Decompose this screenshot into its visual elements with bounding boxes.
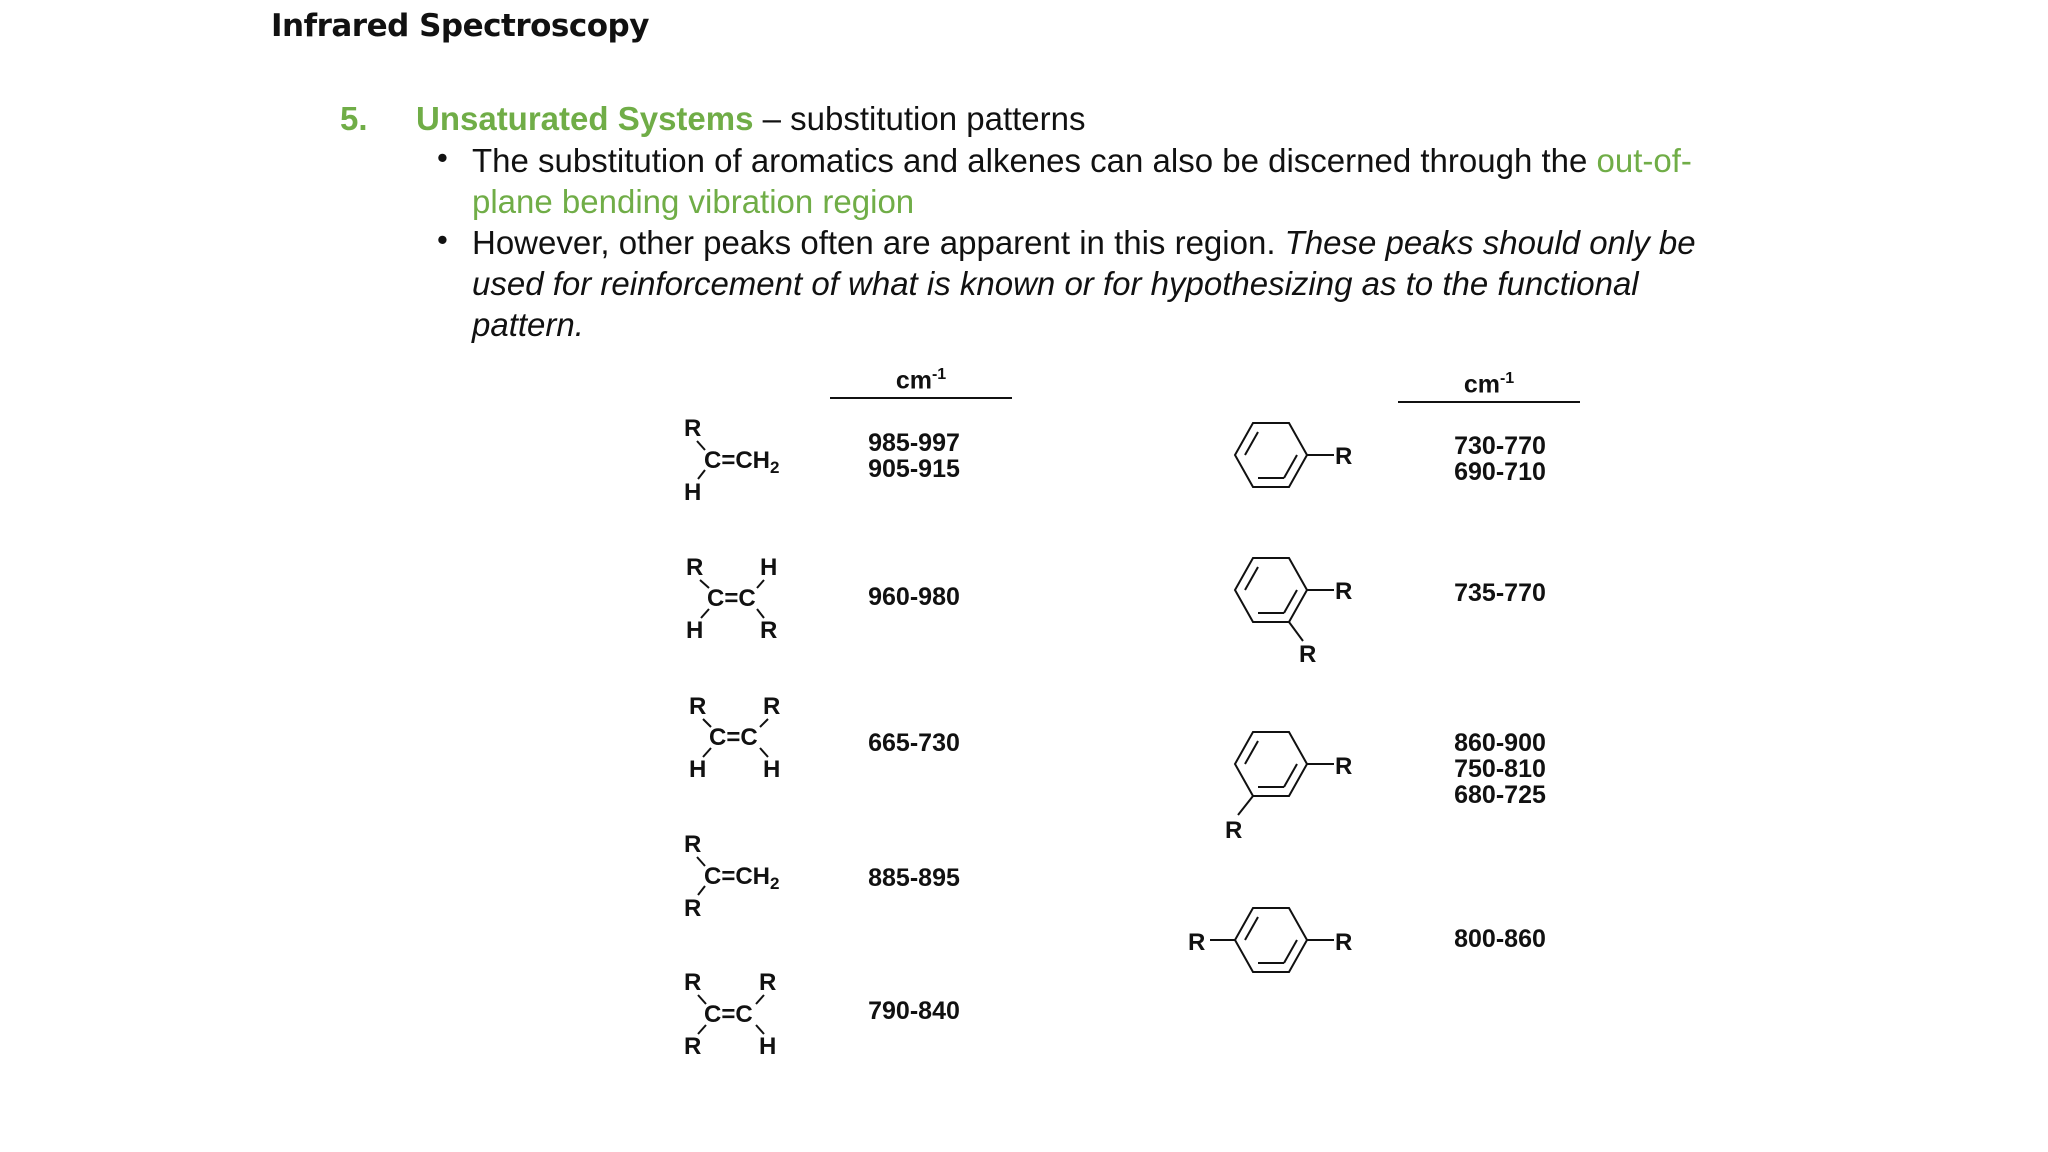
alkene-3-value-1: 665-730	[868, 729, 960, 757]
alkene-4-R-top: R	[684, 831, 702, 858]
alkene-2-H-bottom: H	[686, 617, 704, 644]
aromatic-4-R-left: R	[1188, 929, 1206, 956]
ring-3-substituent-bond-2	[1238, 796, 1253, 815]
aromatic-2-value-1: 735-770	[1454, 579, 1546, 607]
ring-2-substituent-bond-2	[1289, 622, 1303, 641]
alkene-5-H-bottom-right: H	[759, 1033, 777, 1060]
alkene-5-structure	[684, 969, 776, 1060]
unit-label: cm	[1463, 370, 1500, 399]
alkene-5-bond-1	[698, 995, 706, 1004]
bullet-1-plain: The substitution of aromatics and alkenes can also be discerned through the	[472, 142, 1597, 179]
bullet-1-highlight: out-of-plane bending vibration region	[472, 142, 1692, 220]
unit-exponent: -1	[931, 366, 947, 383]
alkene-3-bond-2	[760, 719, 768, 727]
alkene-4-value-1: 885-895	[868, 864, 960, 892]
aromatic-1-R: R	[1335, 443, 1353, 470]
aromatic-4-structure	[1188, 908, 1352, 972]
alkene-5-R-top-right: R	[759, 969, 777, 996]
aromatic-2-R-bottom: R	[1299, 641, 1317, 668]
alkene-2-bond-2	[757, 580, 764, 588]
alkene-2-H-top: H	[760, 554, 778, 581]
aromatic-2-R-right: R	[1335, 578, 1353, 605]
aromatic-2-structure	[1235, 558, 1352, 668]
bullet-2-plain: However, other peaks often are apparent in this region.	[472, 224, 1285, 261]
alkene-3-H-bottom-right: H	[763, 756, 781, 783]
alkene-2-bond-1	[700, 580, 709, 588]
bullet-marker-2: •	[437, 222, 448, 257]
alkene-5-bond-3	[698, 1025, 706, 1034]
alkene-3-bond-3	[703, 748, 711, 757]
alkene-5-R-top-left: R	[684, 969, 702, 996]
aromatic-4-R-right: R	[1335, 929, 1353, 956]
aromatic-3-R-bottom: R	[1225, 817, 1243, 844]
alkene-1-H: H	[684, 479, 702, 506]
aromatic-1-value-2: 690-710	[1454, 458, 1546, 486]
bullet-2-italic: These peaks should only be used for reinforcement of what is known or for hypothesizing as to the functional pattern.	[472, 224, 1696, 343]
alkene-3-structure	[689, 693, 780, 783]
alkene-4-structure	[684, 831, 779, 922]
section-title-rest: – substitution patterns	[753, 100, 1086, 137]
alkene-3-H-bottom-left: H	[689, 756, 707, 783]
alkene-1-R: R	[684, 415, 702, 442]
alkene-1-structure	[684, 415, 779, 506]
aromatic-3-value-3: 680-725	[1454, 781, 1546, 809]
alkene-2-value-1: 960-980	[868, 583, 960, 611]
alkene-4-CCH2: $C=CH_2$	[704, 863, 780, 893]
alkene-2-R-top: R	[686, 554, 704, 581]
aromatic-3-R-right: R	[1335, 753, 1353, 780]
unit-exponent: -1	[1499, 370, 1515, 387]
alkene-4-R-bottom: R	[684, 895, 702, 922]
aromatic-1-structure	[1235, 423, 1352, 487]
aromatic-3-structure	[1225, 732, 1352, 844]
alkene-2-structure	[686, 554, 777, 644]
alkene-1-value-2: 905-915	[868, 455, 960, 483]
slide-title: Infrared Spectroscopy	[271, 8, 649, 44]
alkene-2-R-bottom: R	[760, 617, 778, 644]
aromatic-3-value-1: 860-900	[1454, 729, 1546, 757]
alkene-3-R-top-left: R	[689, 693, 707, 720]
bullet-marker-1: •	[437, 140, 448, 175]
alkene-1-value-1: 985-997	[868, 429, 960, 457]
alkene-1-CCH2: $C=CH_2$	[704, 447, 780, 477]
alkene-5-value-1: 790-840	[868, 997, 960, 1025]
aromatic-1-value-1: 730-770	[1454, 432, 1546, 460]
alkene-5-bond-2	[756, 995, 764, 1004]
unit-label: cm	[895, 366, 932, 395]
alkene-2-bond-3	[701, 609, 709, 618]
alkene-3-CC: C=C	[709, 724, 758, 751]
aromatic-3-value-2: 750-810	[1454, 755, 1546, 783]
alkene-3-bond-1	[703, 719, 711, 727]
alkene-3-R-top-right: R	[763, 693, 781, 720]
aromatic-4-value-1: 800-860	[1454, 925, 1546, 953]
section-title-highlight: Unsaturated Systems	[416, 100, 754, 137]
alkene-5-R-bottom-left: R	[684, 1033, 702, 1060]
section-number: 5.	[340, 100, 368, 137]
alkene-5-CC: C=C	[704, 1001, 753, 1028]
alkene-2-CC: C=C	[707, 585, 756, 612]
